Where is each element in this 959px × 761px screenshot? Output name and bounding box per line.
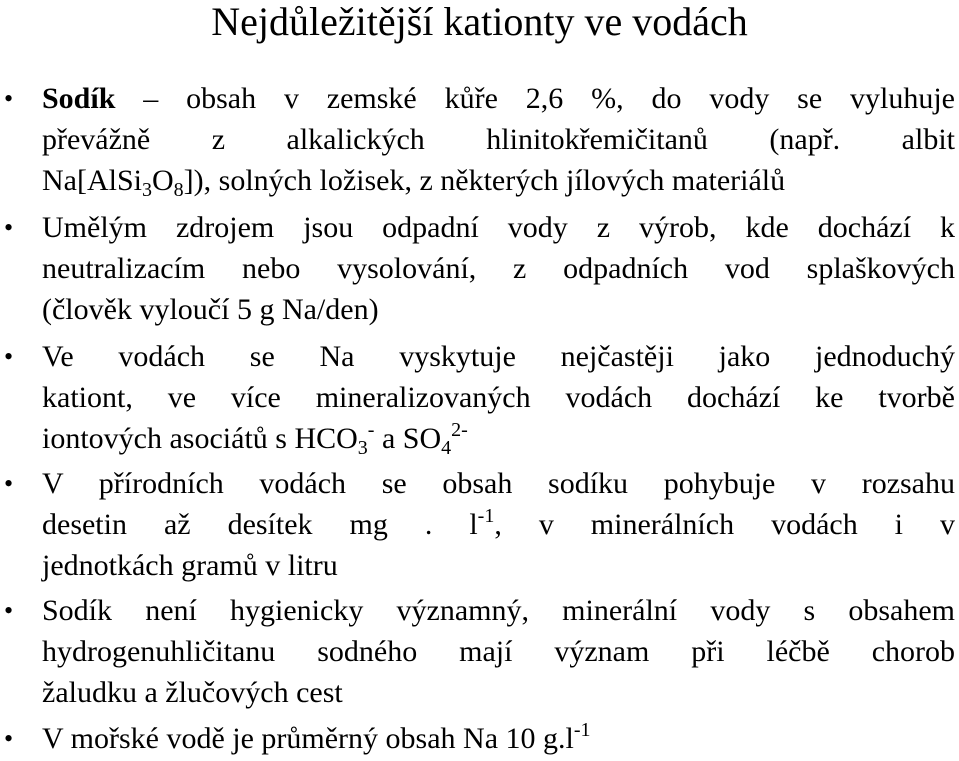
bullet-item-cation-form — [4, 336, 955, 459]
bullet-line: Umělým zdrojem jsou odpadní vody z výrob, kde dochází k — [42, 211, 955, 244]
bullet-line: hydrogenuhličitanu sodného mají význam při léčbě chorob — [42, 635, 955, 668]
bullet-item-artificial-source — [4, 207, 955, 330]
line-text: – obsah v zemské kůře 2,6 %, do vody se vyluhuje — [115, 82, 955, 115]
line-text: iontových asociátů s HCO — [42, 422, 358, 455]
bullet-dot: • — [4, 724, 14, 753]
bullet-dot: • — [4, 469, 14, 498]
bullet-line — [42, 504, 955, 545]
superscript: 2- — [451, 419, 468, 441]
subscript: 4 — [441, 437, 452, 459]
bullet-line: V přírodních vodách se obsah sodíku pohybuje v rozsahu — [42, 467, 955, 500]
bullet-line: kationt, ve více mineralizovaných vodách dochází ke tvorbě — [42, 381, 955, 414]
bullet-line: jednotkách gramů v litru — [42, 549, 338, 582]
bullet-item-natural-waters — [4, 463, 955, 586]
page-title: Nejdůležitější kationty ve vodách — [211, 0, 748, 44]
bullet-line: Ve vodách se Na vyskytuje nejčastěji jako jednoduchý — [42, 340, 955, 373]
subscript: 8 — [173, 179, 184, 201]
bullet-line: Sodík není hygienicky významný, minerální vody s obsahem — [42, 594, 955, 627]
bullet-line: (člověk vyloučí 5 g Na/den) — [42, 293, 379, 326]
line-text: V mořské vodě je průměrný obsah Na 10 g.l — [42, 722, 574, 755]
superscript: -1 — [477, 505, 495, 527]
line-text: Na[AlSi — [42, 164, 142, 197]
bullet-line — [42, 718, 955, 759]
bullet-line — [42, 160, 955, 201]
superscript: -1 — [573, 719, 591, 741]
line-text: ]), solných ložisek, z některých jílových materiálů — [183, 164, 786, 197]
subscript: 3 — [142, 179, 152, 201]
bullet-line — [42, 78, 955, 119]
line-text: , v minerálních vodách i v — [494, 508, 955, 541]
line-text: desetin až desítek mg . l — [42, 508, 478, 541]
bullet-item-hygiene — [4, 590, 955, 713]
bullet-dot: • — [4, 342, 14, 371]
bullet-dot: • — [4, 213, 14, 242]
subscript: 3 — [357, 437, 368, 459]
bullet-line: převážně z alkalických hlinitokřemičitanů (např. albit — [42, 123, 955, 156]
bullet-dot: • — [4, 596, 14, 625]
superscript: - — [367, 419, 375, 441]
bullet-line: žaludku a žlučových cest — [42, 676, 343, 709]
line-text: a SO — [374, 422, 442, 455]
bullet-line — [42, 418, 955, 459]
bullet-item-sodium-origin — [4, 78, 955, 201]
bullet-line: neutralizacím nebo vysolování, z odpadních vod splaškových — [42, 252, 955, 285]
bullet-item-seawater — [4, 718, 955, 759]
bullet-dot: • — [4, 84, 14, 113]
line-text: O — [152, 164, 174, 197]
bold-label: Sodík — [42, 82, 116, 115]
